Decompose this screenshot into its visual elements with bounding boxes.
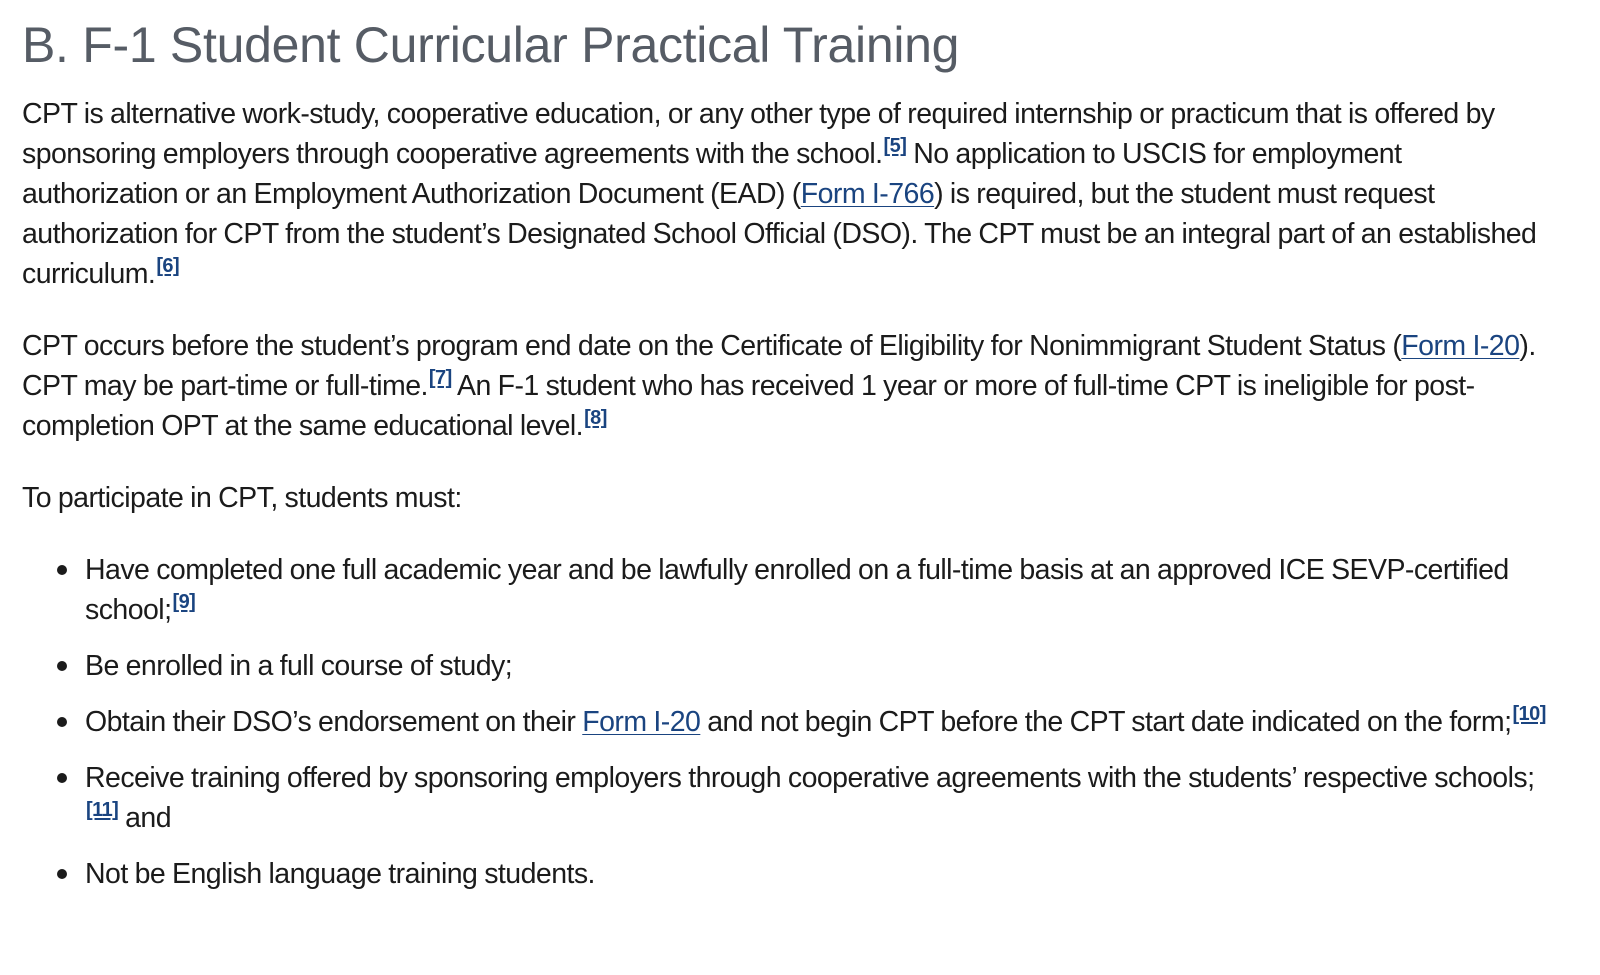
list-item (85, 550, 1565, 630)
paragraph-text: CPT occurs before the student’s program end date on the Certificate of Eligibility for Nonimmigrant Student Status ( (22, 330, 1402, 362)
bullet-icon (57, 773, 67, 783)
bullet-icon (57, 565, 67, 575)
form-i-20-link[interactable]: Form I-20 (1401, 330, 1520, 362)
list-item-text: and not begin CPT before the CPT start date indicated on the form; (700, 706, 1512, 738)
footnote-link-10[interactable]: [10] (1512, 703, 1546, 725)
list-item (85, 854, 1565, 894)
list-item (85, 646, 1565, 686)
list-item (85, 702, 1565, 742)
footnote-link-6[interactable]: [6] (156, 255, 180, 277)
list-item-text: and (118, 802, 172, 834)
section-heading: B. F-1 Student Curricular Practical Training (22, 17, 960, 73)
footnote-link-5[interactable]: [5] (883, 135, 907, 157)
cpt-requirements-list (22, 550, 1565, 894)
footnote-link-9[interactable]: [9] (172, 591, 196, 613)
footnote-link-11[interactable]: [11] (86, 799, 119, 821)
paragraph-text: No application to USCIS for employment authorization or an Employment Authorization Document (EAD) ( (22, 138, 1402, 210)
list-item (85, 758, 1565, 838)
bullet-icon (57, 661, 67, 671)
bullet-icon (57, 869, 67, 879)
list-item-text: Have completed one full academic year and be lawfully enrolled on a full-time basis at an approved ICE SEVP-certified school; (85, 554, 1509, 626)
paragraph-text: ) is required, but the student must request authorization for CPT from the student’s Designated School Official (DSO). The CPT must be an integral part of an established curriculum. (22, 178, 1537, 290)
footnote-ref-6 (156, 255, 179, 277)
paragraph-text: An F-1 student who has received 1 year or more of full-time CPT is ineligible for post-completion OPT at the same educational level. (22, 370, 1475, 442)
paragraph-cpt-timing (22, 326, 1562, 446)
list-item-text: Be enrolled in a full course of study; (85, 650, 513, 682)
form-i-20-link[interactable]: Form I-20 (582, 706, 701, 738)
paragraph-text: ). CPT may be part-time or full-time. (22, 330, 1536, 402)
list-item-text: Obtain their DSO’s endorsement on their (85, 706, 583, 738)
footnote-link-7[interactable]: [7] (428, 367, 452, 389)
paragraph-text: To participate in CPT, students must: (22, 482, 462, 514)
paragraph-list-intro (22, 478, 1562, 518)
footnote-ref-10 (1512, 703, 1545, 725)
footnote-ref-8 (584, 407, 607, 429)
footnote-link-8[interactable]: [8] (584, 407, 607, 429)
paragraph-text: CPT is alternative work-study, cooperative education, or any other type of required internship or practicum that is offered by sponsoring employers through cooperative agreements with the school. (22, 98, 1495, 170)
footnote-ref-5 (884, 135, 907, 157)
footnote-ref-11 (86, 799, 118, 821)
footnote-ref-9 (172, 591, 195, 613)
list-item-text: Receive training offered by sponsoring employers through cooperative agreements with the students’ respective schools; (85, 762, 1535, 794)
paragraph-cpt-definition (22, 94, 1562, 294)
footnote-ref-7 (429, 367, 452, 389)
list-item-text: Not be English language training students. (85, 858, 595, 890)
form-i-766-link[interactable]: Form I-766 (800, 178, 935, 210)
bullet-icon (57, 717, 67, 727)
